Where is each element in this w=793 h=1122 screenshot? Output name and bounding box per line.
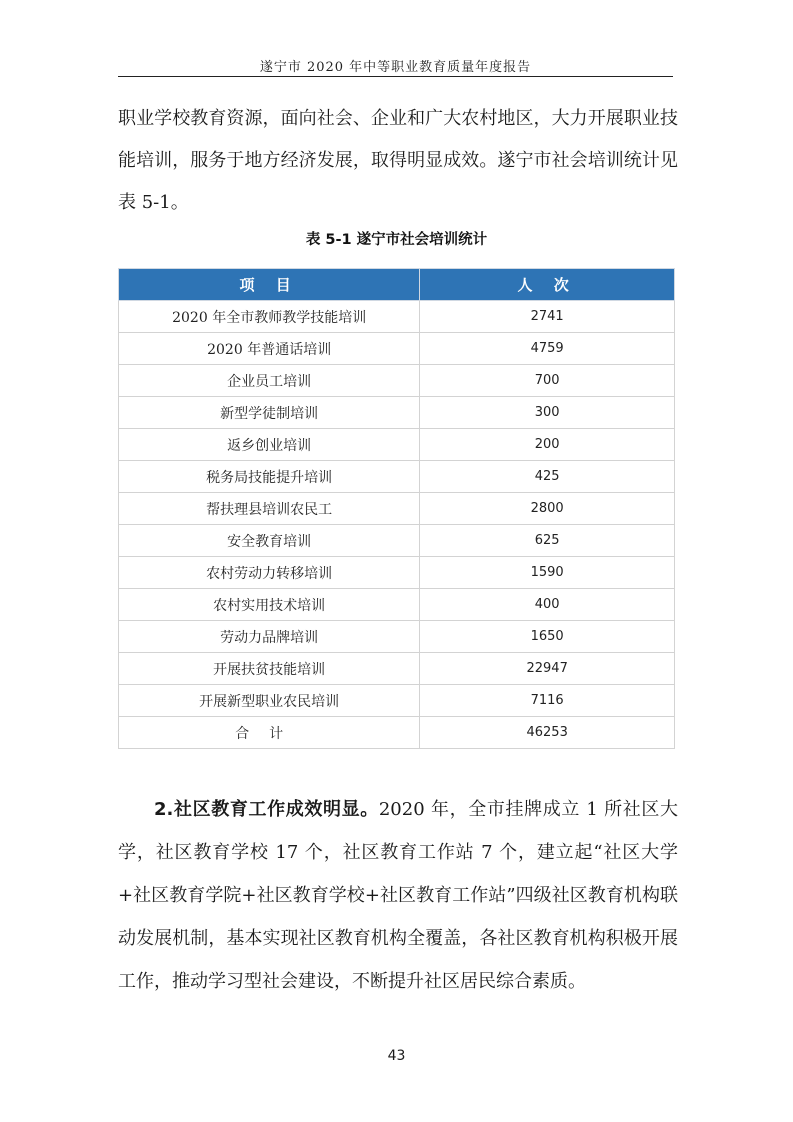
row-count: 400 — [420, 589, 675, 621]
table-row — [119, 301, 675, 333]
row-item: 2020 年全市教师教学技能培训 — [119, 301, 420, 333]
header-count: 人 次 — [420, 269, 675, 301]
row-item: 劳动力品牌培训 — [119, 621, 420, 653]
row-item: 2020 年普通话培训 — [119, 333, 420, 365]
table-row — [119, 685, 675, 717]
table-row — [119, 493, 675, 525]
total-count: 46253 — [420, 717, 675, 749]
total-label: 合计 — [119, 717, 420, 749]
section-body: 2020 年，全市挂牌成立 1 所社区大学，社区教育学校 17 个，社区教育工作站 7 个，建立起“社区大学+社区教育学院+社区教育学校+社区教育工作站”四级社区教育机构联动发展机制，基本实现社区教育机构全覆盖，各社区教育机构积极开展工作，推动学习型社会建设，不断提升社区居民综合素质。 — [118, 799, 678, 992]
row-item: 返乡创业培训 — [119, 429, 420, 461]
table-row — [119, 557, 675, 589]
table-row — [119, 621, 675, 653]
section-paragraph — [118, 788, 678, 1003]
table-row — [119, 589, 675, 621]
table-total-row — [119, 717, 675, 749]
row-count: 200 — [420, 429, 675, 461]
intro-text: 职业学校教育资源，面向社会、企业和广大农村地区，大力开展职业技能培训，服务于地方经济发展，取得明显成效。遂宁市社会培训统计见表 5-1。 — [118, 108, 678, 213]
row-count: 22947 — [420, 653, 675, 685]
row-item: 新型学徒制培训 — [119, 397, 420, 429]
row-count: 300 — [420, 397, 675, 429]
table-header-row — [119, 269, 675, 301]
header-item: 项 目 — [119, 269, 420, 301]
row-item: 企业员工培训 — [119, 365, 420, 397]
header-rule — [118, 76, 673, 77]
row-count: 2741 — [420, 301, 675, 333]
table-row — [119, 525, 675, 557]
row-item: 农村实用技术培训 — [119, 589, 420, 621]
table-row — [119, 429, 675, 461]
table-row — [119, 461, 675, 493]
running-header: 遂宁市 2020 年中等职业教育质量年度报告 — [259, 60, 532, 75]
table-caption: 表 5-1 遂宁市社会培训统计 — [305, 232, 488, 248]
table-row — [119, 653, 675, 685]
row-count: 1650 — [420, 621, 675, 653]
table-row — [119, 333, 675, 365]
row-item: 税务局技能提升培训 — [119, 461, 420, 493]
training-stats-table — [118, 268, 675, 749]
community-education-section — [118, 788, 678, 1003]
row-item: 安全教育培训 — [119, 525, 420, 557]
table-row — [119, 365, 675, 397]
row-count: 425 — [420, 461, 675, 493]
row-count: 1590 — [420, 557, 675, 589]
page-number: 43 — [387, 1048, 406, 1064]
row-count: 7116 — [420, 685, 675, 717]
row-count: 700 — [420, 365, 675, 397]
row-item: 开展新型职业农民培训 — [119, 685, 420, 717]
row-count: 2800 — [420, 493, 675, 525]
row-count: 4759 — [420, 333, 675, 365]
row-item: 农村劳动力转移培训 — [119, 557, 420, 589]
intro-paragraph — [118, 98, 678, 224]
row-item: 开展扶贫技能培训 — [119, 653, 420, 685]
section-lead: 2.社区教育工作成效明显。 — [154, 799, 379, 820]
row-item: 帮扶理县培训农民工 — [119, 493, 420, 525]
table-row — [119, 397, 675, 429]
row-count: 625 — [420, 525, 675, 557]
